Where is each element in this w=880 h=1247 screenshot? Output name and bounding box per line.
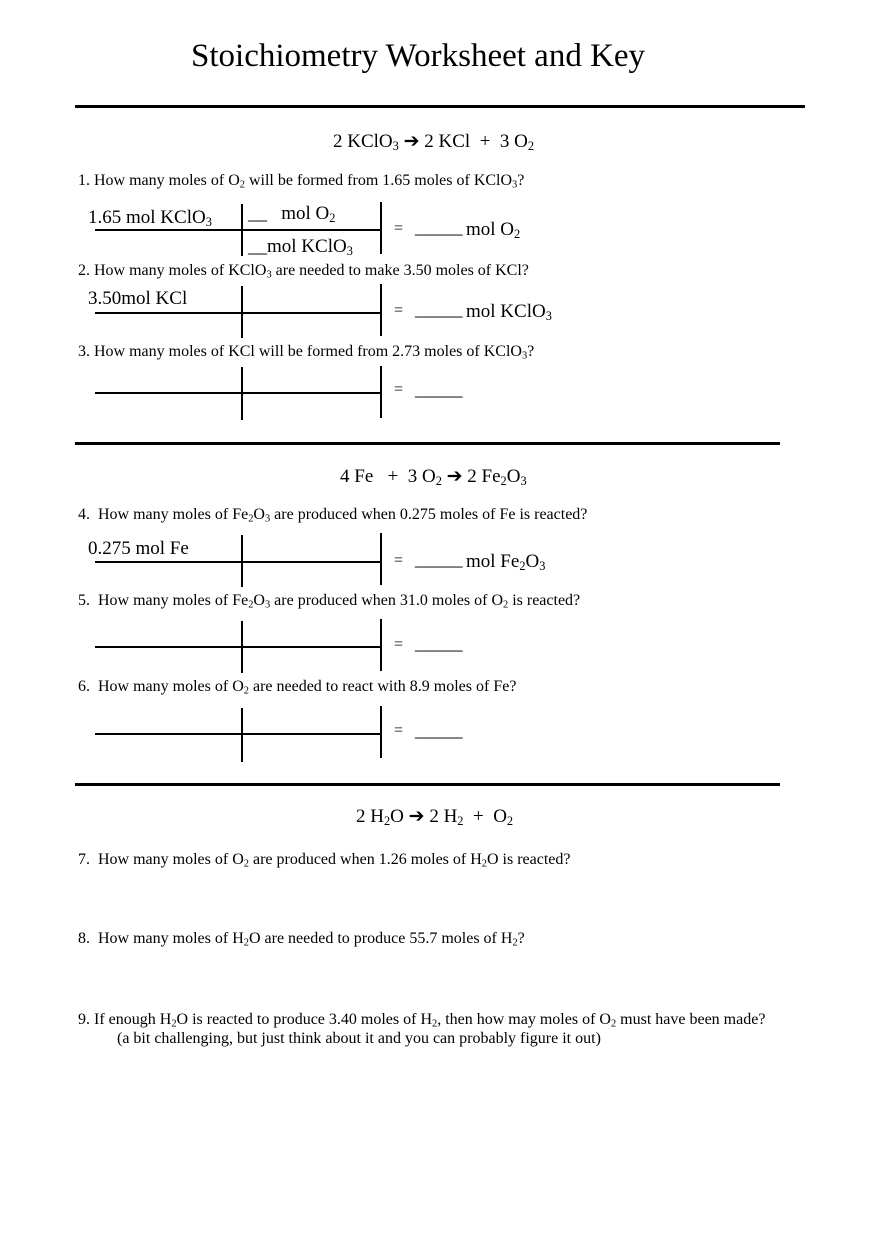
answer-unit-1: mol $O_2$ xyxy=(466,219,521,242)
reaction-arrow-icon: ➔ xyxy=(403,131,420,152)
equals-sign: = xyxy=(394,636,404,653)
section-divider xyxy=(75,442,780,445)
question-5: 5. How many moles of $Fe_2O_3$ are produced when 31.0 moles of $O_2$ is reacted? xyxy=(78,592,581,611)
factor-divider xyxy=(241,535,243,587)
question-2: 2. How many moles of KClO$_3$ are needed to make 3.50 moles of KCl? xyxy=(78,262,529,281)
equation-3: 2 $H_2O$ ➔ 2 $H_2 + O_2$ xyxy=(356,806,514,829)
answer-blank-1: _____ xyxy=(415,217,463,238)
question-9: 9. If enough $H_2O$ is reacted to produce 3.40 moles of $H_2$, then how may moles of $O_2$ must have been made? xyxy=(78,1011,766,1030)
question-9-note: (a bit challenging, but just think about it and you can probably figure it out) xyxy=(117,1030,601,1047)
factor-divider xyxy=(241,367,243,420)
equation-1: 2 KClO$_3$ ➔ 2 KCl + 3 $O_2$ xyxy=(333,131,535,154)
section-divider xyxy=(75,783,780,786)
factor-divider xyxy=(380,706,382,758)
conversion-numerator-1: __ mol $O_2$ xyxy=(248,203,336,226)
answer-blank-5: _____ xyxy=(415,633,463,654)
factor-divider xyxy=(380,533,382,585)
factor-divider xyxy=(241,621,243,673)
factor-divider xyxy=(380,284,382,336)
equals-sign: = xyxy=(394,220,404,237)
equation-2: 4 Fe + 3 $O_2$ ➔ 2 $Fe_2O_3$ xyxy=(340,466,527,489)
fraction-line xyxy=(95,733,380,735)
reaction-arrow-icon: ➔ xyxy=(446,466,463,487)
fraction-line xyxy=(95,312,380,314)
equals-sign: = xyxy=(394,302,404,319)
fraction-line xyxy=(95,392,380,394)
answer-unit-4: mol $Fe_2O_3$ xyxy=(466,551,546,574)
reaction-arrow-icon: ➔ xyxy=(408,806,425,827)
factor-divider xyxy=(380,202,382,254)
question-7: 7. How many moles of $O_2$ are produced when 1.26 moles of $H_2O$ is reacted? xyxy=(78,851,571,870)
question-6: 6. How many moles of $O_2$ are needed to react with 8.9 moles of Fe? xyxy=(78,678,517,697)
fraction-line xyxy=(95,229,380,231)
title-divider xyxy=(75,105,805,108)
factor-divider xyxy=(380,366,382,418)
question-1: 1. How many moles of $O_2$ will be formed from 1.65 moles of KClO$_3$? xyxy=(78,172,525,191)
answer-blank-6: _____ xyxy=(415,720,463,741)
fraction-line xyxy=(95,561,380,563)
question-8: 8. How many moles of $H_2O$ are needed to produce 55.7 moles of $H_2$? xyxy=(78,930,525,949)
given-value-1: 1.65 mol KClO$_3$ xyxy=(88,207,212,230)
equals-sign: = xyxy=(394,722,404,739)
answer-unit-2: mol KClO$_3$ xyxy=(466,301,552,324)
factor-divider xyxy=(241,286,243,338)
answer-blank-2: _____ xyxy=(415,299,463,320)
given-value-2: 3.50mol KCl xyxy=(88,288,188,309)
equals-sign: = xyxy=(394,381,404,398)
question-3: 3. How many moles of KCl will be formed from 2.73 moles of KClO$_3$? xyxy=(78,343,535,362)
answer-blank-4: _____ xyxy=(415,549,463,570)
question-4: 4. How many moles of $Fe_2O_3$ are produced when 0.275 moles of Fe is reacted? xyxy=(78,506,588,525)
given-value-4: 0.275 mol Fe xyxy=(88,538,189,559)
equals-sign: = xyxy=(394,552,404,569)
factor-divider xyxy=(241,708,243,762)
conversion-denominator-1: __mol KClO$_3$ xyxy=(248,236,353,259)
factor-divider xyxy=(380,619,382,671)
fraction-line xyxy=(95,646,380,648)
page-title: Stoichiometry Worksheet and Key xyxy=(191,38,646,74)
answer-blank-3: _____ xyxy=(415,379,463,400)
factor-divider xyxy=(241,204,243,256)
